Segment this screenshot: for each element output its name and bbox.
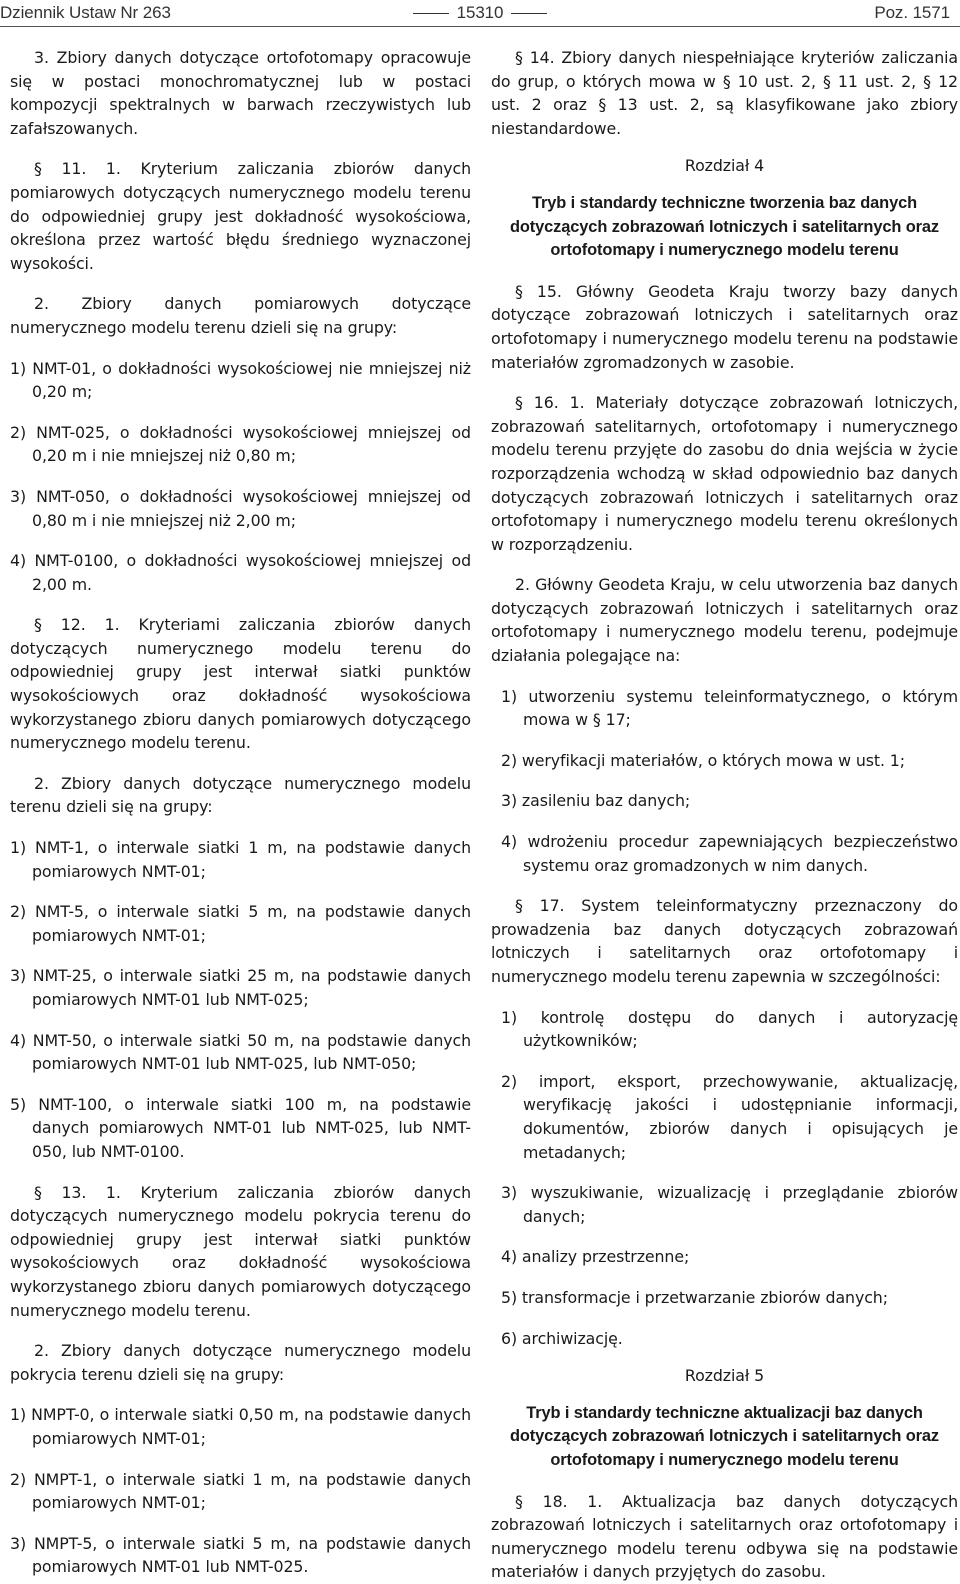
list-item: 4) wdrożeniu procedur zapewniających bezpieczeństwo systemu oraz gromadzonych w nim danych. <box>501 832 958 875</box>
section-paragraph: § 14. Zbiory danych niespełniające kryteriów zaliczania do grup, o których mowa w § 10 ust. 2, § 11 ust. 2, § 12 ust. 2 oraz § 13 ust. 2, są klasyfikowane jako zbiory niestandardowe. <box>491 48 958 138</box>
chapter-title: Tryb i standardy techniczne aktualizacji baz danych dotyczących zobrazowań lotniczych i satelitarnych oraz ortofotomapy i numerycznego modelu terenu <box>509 1403 940 1469</box>
list-item: 3) NMT-050, o dokładności wysokościowej mniejszej od 0,80 m i nie mniejszej niż 2,00 m; <box>10 486 471 530</box>
page-header <box>0 0 960 26</box>
paragraph: 3. Zbiory danych dotyczące ortofotomapy opracowuje się w postaci monochromatycznej lub w postaci kompozycji spektralnych w barwach rzeczywistych lub zafałszowanych. <box>10 48 471 138</box>
list-item: 2) import, eksport, przechowywanie, aktualizację, weryfikację jakości i udostępnianie informacji, dokumentów, zbiorów danych i opisujących je metadanych; <box>501 1071 958 1162</box>
header-rule <box>0 26 960 27</box>
section-paragraph: § 16. 1. Materiały dotyczące zobrazowań lotniczych, zobrazowań satelitarnych, ortofotomapy i numerycznego modelu terenu przyjęte do zasobu do dnia wejścia w życie rozporządzenia wchodzą w skład odpowiednio baz danych dotyczących zobrazowań lotniczych i satelitarnych oraz ortofotomapy i numerycznego modelu terenu określonych w rozporządzeniu. <box>491 393 958 554</box>
left-column <box>10 46 471 1579</box>
list-item: 3) NMT-25, o interwale siatki 25 m, na podstawie danych pomiarowych NMT-01 lub NMT-025; <box>10 966 471 1009</box>
paragraph: 2. Główny Geodeta Kraju, w celu utworzenia baz danych dotyczących zobrazowań lotniczych i satelitarnych oraz ortofotomapy i numerycznego modelu terenu, podejmuje działania polegające na: <box>491 575 958 666</box>
list-item: 4) NMT-50, o interwale siatki 50 m, na podstawie danych pomiarowych NMT-01 lub NMT-025, lub NMT-050; <box>10 1030 471 1074</box>
paragraph: 2. Zbiory danych dotyczące numerycznego modelu pokrycia terenu dzieli się na grupy: <box>10 1341 471 1384</box>
list-item: 4) NMT-0100, o dokładności wysokościowej mniejszej od 2,00 m. <box>10 551 471 594</box>
list-item: 1) NMT-1, o interwale siatki 1 m, na podstawie danych pomiarowych NMT-01; <box>10 838 471 881</box>
chapter-title: Tryb i standardy techniczne tworzenia baz danych dotyczących zobrazowań lotniczych i satelitarnych oraz ortofotomapy i numerycznego modelu terenu <box>509 193 940 260</box>
chapter-label: Rozdział 5 <box>684 1366 765 1386</box>
list-item: 6) archiwizację. <box>501 1328 623 1348</box>
section-paragraph: § 11. 1. Kryterium zaliczania zbiorów danych pomiarowych dotyczących numerycznego modelu terenu do odpowiedniej grupy jest dokładność wysokościowa, określona przez wartość błędu średniego wyznaczonej wysokości. <box>10 159 471 273</box>
list-item: 2) NMT-5, o interwale siatki 5 m, na podstawie danych pomiarowych NMT-01; <box>10 902 471 945</box>
section-paragraph: § 15. Główny Geodeta Kraju tworzy bazy danych dotyczące zobrazowań lotniczych i satelitarnych oraz ortofotomapy i numerycznego modelu terenu na podstawie materiałów zgromadzonych w zasobie. <box>491 281 958 372</box>
page-number: 15310 <box>456 3 504 22</box>
list-item: 2) NMT-025, o dokładności wysokościowej mniejszej od 0,20 m i nie mniejszej niż 0,80 m; <box>10 422 471 466</box>
paragraph: 2. Zbiory danych pomiarowych dotyczące numerycznego modelu terenu dzieli się na grupy: <box>10 294 471 337</box>
section-paragraph: § 13. 1. Kryterium zaliczania zbiorów danych dotyczących numerycznego modelu pokrycia terenu do odpowiedniej grupy jest interwał siatki punktów wysokościowych oraz dokładność wysokościowa wykorzystanego zbioru danych pomiarowych dotyczącego numerycznego modelu terenu. <box>10 1182 471 1320</box>
right-column <box>491 46 958 1584</box>
dash-left <box>413 13 449 14</box>
dash-right <box>511 13 547 14</box>
chapter-label: Rozdział 4 <box>684 156 765 176</box>
section-paragraph: § 12. 1. Kryteriami zaliczania zbiorów danych dotyczących numerycznego modelu terenu do odpowiedniej grupy jest interwał siatki punktów wysokościowych oraz dokładność wysokościowa wykorzystanego zbioru danych pomiarowych dotyczącego numerycznego modelu terenu. <box>10 615 471 753</box>
list-item: 1) NMPT-0, o interwale siatki 0,50 m, na podstawie danych pomiarowych NMT-01; <box>10 1405 471 1448</box>
list-item: 1) kontrolę dostępu do danych i autoryzację użytkowników; <box>501 1007 958 1051</box>
list-item: 1) utworzeniu systemu teleinformatycznego, o którym mowa w § 17; <box>501 686 958 730</box>
section-paragraph: § 18. 1. Aktualizacja baz danych dotyczących zobrazowań lotniczych i satelitarnych oraz ortofotomapy i numerycznego modelu terenu odbywa się na podstawie materiałów i danych przyjętych do zasobu. <box>491 1491 958 1582</box>
section-paragraph: § 17. System teleinformatyczny przeznaczony do prowadzenia baz danych dotyczących zobrazowań lotniczych i satelitarnych oraz ortofotomapy i numerycznego modelu terenu zapewnia w szczególności: <box>491 896 958 986</box>
list-item: 3) zasileniu baz danych; <box>501 791 691 811</box>
list-item: 5) transformacje i przetwarzanie zbiorów danych; <box>501 1287 888 1307</box>
list-item: 3) NMPT-5, o interwale siatki 5 m, na podstawie danych pomiarowych NMT-01 lub NMT-025. <box>10 1533 471 1577</box>
list-item: 1) NMT-01, o dokładności wysokościowej nie mniejszej niż 0,20 m; <box>10 358 471 402</box>
page-number-block <box>0 1 960 25</box>
list-item: 2) NMPT-1, o interwale siatki 1 m, na podstawie danych pomiarowych NMT-01; <box>10 1469 471 1513</box>
paragraph: 2. Zbiory danych dotyczące numerycznego modelu terenu dzieli się na grupy: <box>10 773 471 817</box>
list-item: 2) weryfikacji materiałów, o których mowa w ust. 1; <box>501 750 905 770</box>
journal-title: Dziennik Ustaw Nr 263 <box>0 3 171 22</box>
list-item: 3) wyszukiwanie, wizualizację i przeglądanie zbiorów danych; <box>501 1183 958 1226</box>
list-item: 5) NMT-100, o interwale siatki 100 m, na podstawie danych pomiarowych NMT-01 lub NMT-025, lub NMT-050, lub NMT-0100. <box>10 1094 471 1161</box>
list-item: 4) analizy przestrzenne; <box>501 1247 690 1267</box>
position-number: Poz. 1571 <box>874 3 950 22</box>
